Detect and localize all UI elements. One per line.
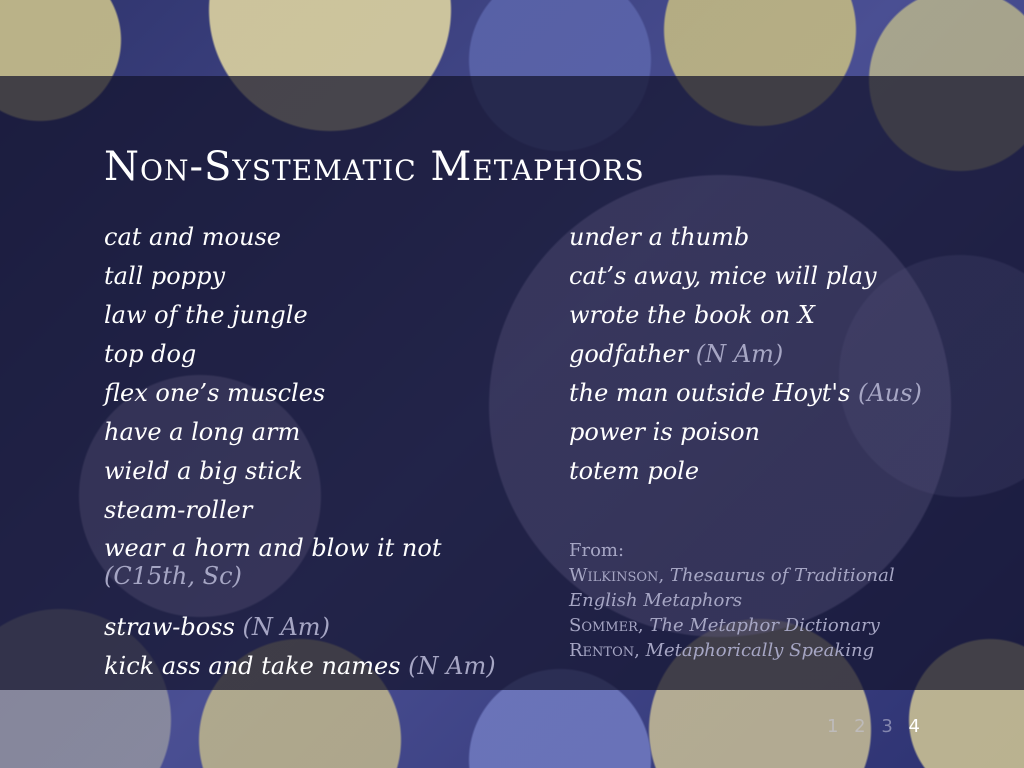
sources-label: From:	[569, 540, 625, 561]
page-number[interactable]: 2	[854, 716, 866, 737]
source-ref: Wilkinson, Thesaurus of Traditional	[569, 565, 895, 586]
source-ref-continued: English Metaphors	[569, 590, 743, 611]
region-note: (N Am)	[695, 340, 784, 368]
list-item: kick ass and take names (N Am)	[104, 652, 496, 680]
list-item: totem pole	[569, 457, 700, 485]
list-item: tall poppy	[104, 262, 226, 290]
region-note: (C15th, Sc)	[104, 562, 242, 590]
list-item: wield a big stick	[104, 457, 303, 485]
list-item: straw-boss (N Am)	[104, 613, 330, 641]
list-item: law of the jungle	[104, 301, 308, 329]
metaphor-list-left	[104, 222, 496, 690]
list-item: top dog	[104, 340, 197, 368]
list-item: wear a horn and blow it not (C15th, Sc)	[104, 534, 496, 612]
page-number[interactable]: 3	[881, 716, 893, 737]
region-note: (N Am)	[242, 613, 330, 641]
region-note: (Aus)	[857, 379, 922, 407]
region-note: (N Am)	[408, 652, 496, 680]
source-ref: Sommer, The Metaphor Dictionary	[569, 615, 880, 636]
list-item: flex one’s muscles	[104, 379, 326, 407]
list-item: wrote the book on X	[569, 301, 815, 329]
slide-pagination	[817, 716, 920, 737]
list-item: the man outside Hoyt's (Aus)	[569, 379, 922, 407]
metaphor-list-right	[569, 222, 922, 495]
list-item: power is poison	[569, 418, 760, 446]
current-page-number: 4	[908, 716, 920, 737]
list-item: godfather (N Am)	[569, 340, 784, 368]
page-number[interactable]: 1	[826, 716, 839, 737]
list-item: cat and mouse	[104, 223, 281, 251]
list-item: steam-roller	[104, 496, 253, 524]
list-item: cat’s away, mice will play	[569, 262, 877, 290]
list-item: have a long arm	[104, 418, 301, 446]
sources-block	[569, 538, 895, 663]
slide-title: Non-Systematic Metaphors	[104, 144, 645, 190]
list-item: under a thumb	[569, 223, 750, 251]
source-ref: Renton, Metaphorically Speaking	[569, 640, 875, 661]
